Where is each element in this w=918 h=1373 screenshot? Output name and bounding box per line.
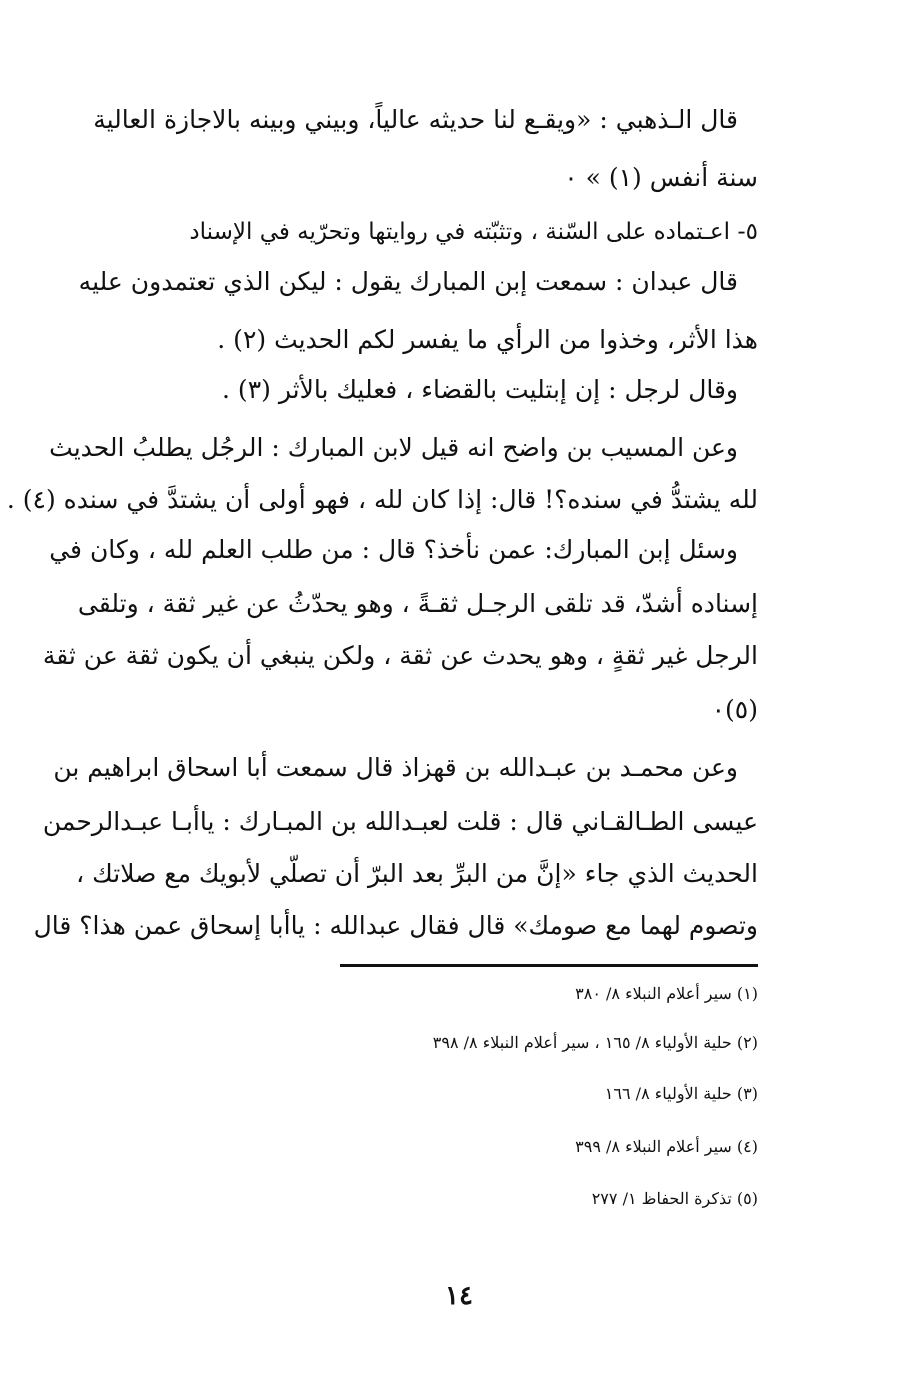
text-line: إسناده أشدّ، قد تلقى الرجـل ثقـةً ، وهو يحدّثُ عن غير ثقة ، وتلقى <box>77 589 758 618</box>
text-line: وقال لرجل : إن إبتليت بالقضاء ، فعليك بالأثر (٣) . <box>222 375 738 404</box>
text-line: وعن محمـد بن عبـدالله بن قهزاذ قال سمعت أبا اسحاق ابراهيم بن <box>53 753 738 782</box>
text-line: قال الـذهبي : «ويقـع لنا حديثه عالياً، وبيني وبينه بالاجازة العالية <box>93 105 738 134</box>
text-line: هذا الأثر، وخذوا من الرأي ما يفسر لكم الحديث (٢) . <box>217 325 758 354</box>
footnote: (٤) سير أعلام النبلاء ٨/ ٣٩٩ <box>575 1137 758 1156</box>
text-line: وتصوم لهما مع صومك» قال فقال عبدالله : ياأبا إسحاق عمن هذا؟ قال <box>33 911 758 940</box>
text-line: قال عبدان : سمعت إبن المبارك يقول : ليكن الذي تعتمدون عليه <box>78 267 738 296</box>
text-line: وسئل إبن المبارك: عمن نأخذ؟ قال : من طلب العلم لله ، وكان في <box>49 535 738 564</box>
text-line: سنة أنفس (١) » ٠ <box>564 163 758 192</box>
footnote: (٥) تذكرة الحفاظ ١/ ٢٧٧ <box>591 1189 758 1208</box>
text-line: الرجل غير ثقةٍ ، وهو يحدث عن ثقة ، ولكن ينبغي أن يكون ثقة عن ثقة <box>42 641 758 670</box>
text-line: عيسى الطـالقـاني قال : قلت لعبـدالله بن المبـارك : ياأبـا عبـدالرحمن <box>42 807 758 836</box>
text-line: الحديث الذي جاء «إنَّ من البرِّ بعد البرّ أن تصلّي لأبويك مع صلاتك ، <box>76 859 758 888</box>
page-number: ١٤ <box>445 1281 473 1311</box>
text-line: (٥)٠ <box>711 695 758 724</box>
section-heading: ٥- اعـتماده على السّنة ، وتثبّته في روايتها وتحرّيه في الإسناد <box>189 219 758 245</box>
footnote: (١) سير أعلام النبلاء ٨/ ٣٨٠ <box>575 984 758 1003</box>
footnote: (٣) حلية الأولياء ٨/ ١٦٦ <box>604 1084 758 1103</box>
text-line: لله يشتدُّ في سنده؟! قال: إذا كان لله ، فهو أولى أن يشتدَّ في سنده (٤) . <box>6 485 758 514</box>
footnote-separator <box>340 964 758 967</box>
footnote: (٢) حلية الأولياء ٨/ ١٦٥ ، سير أعلام النبلاء ٨/ ٣٩٨ <box>432 1033 758 1052</box>
text-line: وعن المسيب بن واضح انه قيل لابن المبارك : الرجُل يطلبُ الحديث <box>49 433 738 462</box>
